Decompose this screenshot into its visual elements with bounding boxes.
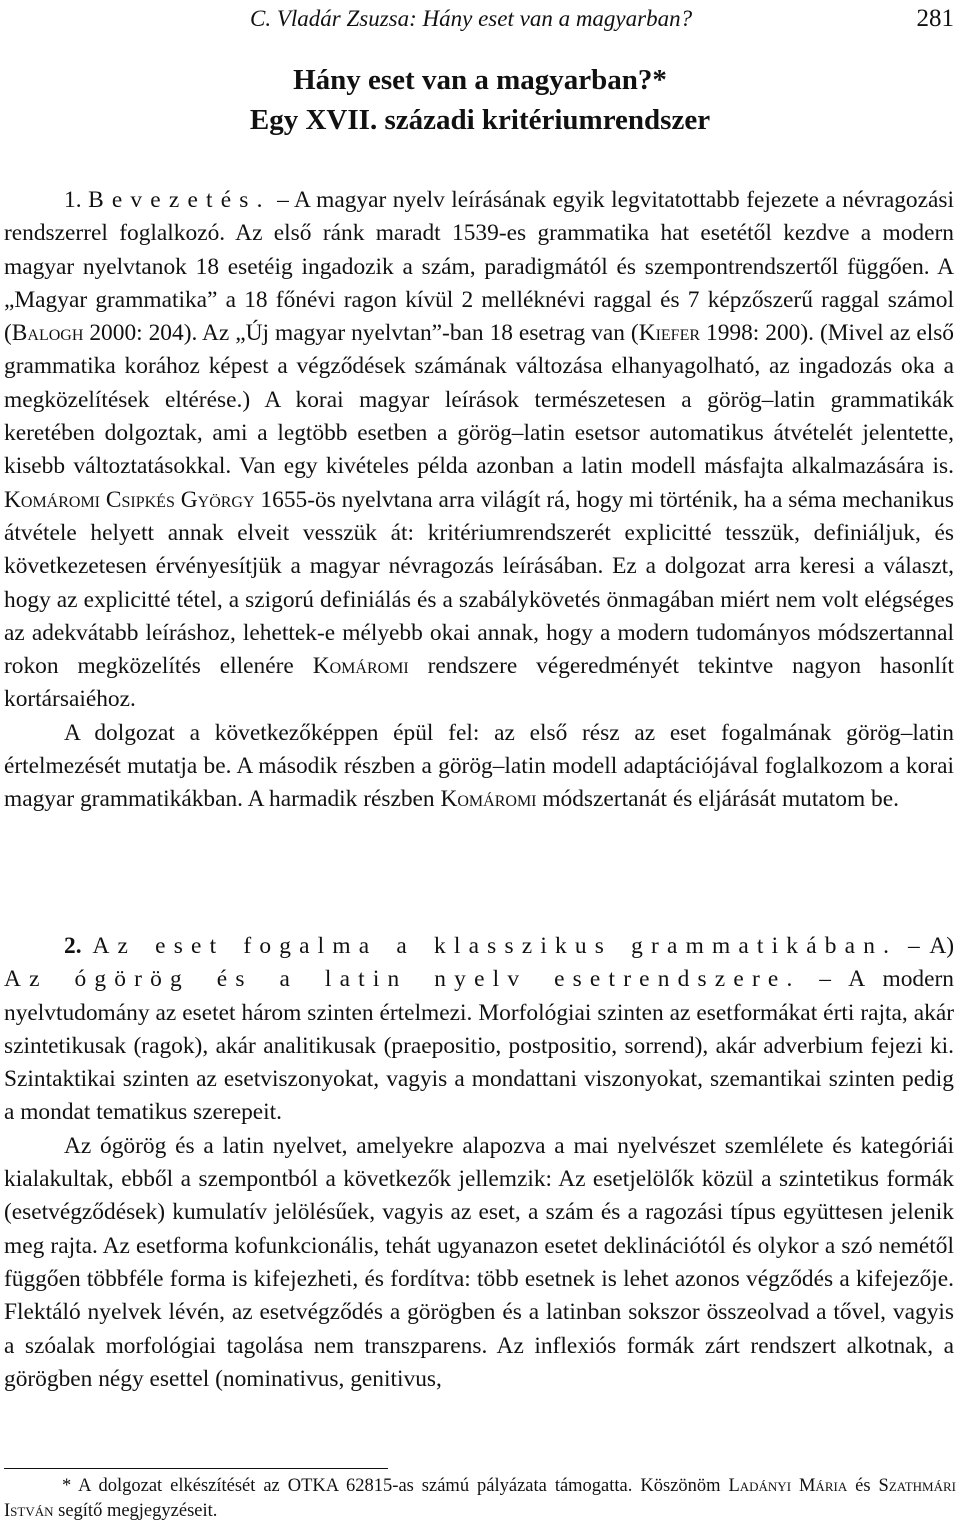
- text-run: A dolgozat a következőképpen épül fel: az első rész az eset fogalmának görög–latin értelmezését mutatja be. A második részben a görög–latin modell adaptációjával foglalkozom a korai magyar grammatikákban. A harmadik részben: [4, 719, 954, 813]
- author-name: Komáromi Csipkés György: [4, 486, 255, 513]
- author-name: Komáromi: [312, 653, 409, 680]
- title-line-1: Hány eset van a magyarban?*: [293, 64, 667, 96]
- text-run: módszertanát és eljárását mutatom be.: [536, 786, 899, 813]
- footnote: [4, 1474, 956, 1524]
- text-run: * A dolgozat elkészítését az OTKA 62815-as számú pályázata támogatta. Köszönöm: [62, 1476, 729, 1496]
- text-run: – A magyar nyelv leírásának egyik legvitatottabb fejezete a névragozási rendszerrel foglalkozó. Az első ránk maradt 1539-es grammatika hat esetétől kezdve a modern magyar nyelvtanok 18 esetéig ingadozik a szám, paradigmától és szempontrendszertől függően. A „Magyar grammatika” a 18 főnévi ragon kívül 2 melléknévi raggal és 7 képzőszerű raggal számol (: [4, 187, 954, 347]
- running-head-title: C. Vladár Zsuzsa: Hány eset van a magyarban?: [250, 6, 693, 31]
- section-2-number: 2.: [64, 933, 82, 959]
- author-name: Balogh: [11, 320, 84, 347]
- section-1-paragraph-1: [4, 184, 954, 717]
- section-1-heading: Bevezetés.: [88, 187, 271, 213]
- footnote-divider: [4, 1468, 388, 1469]
- section-2-paragraph-2: Az ógörög és a latin nyelvet, amelyekre alapozva a mai nyelvészet szemlélete és kategóriái kialakultak, ebből a szempontból a következők jellemzik: Az esetjelölők közül a szintetikus formák (esetvégződések) kumulatív jelölésűek, vagyis az eset, a szám és a ragozási típus együttesen jelenik meg rajta. Az esetforma kofunkcionális, tehát ugyanazon esetet deklinációtól és olykor a szó nemétől függően többféle forma is kifejezheti, és fordítva: több esetnek is lehet azonos végződés a kifejezője. Flektáló nyelvek lévén, az esetvégződés a görögben és a latinban sokszor összeolvad a tővel, vagyis a szóalak morfológiai tagolása nem transzparens. Az inflexiós formák zárt rendszert alkotnak, a görögben négy esettel (nominativus, genitivus,: [4, 1132, 954, 1392]
- person-name: Szathmári István: [4, 1476, 956, 1521]
- section-1: [4, 184, 954, 817]
- author-name: Komáromi: [440, 786, 537, 813]
- section-2: [4, 930, 954, 1396]
- text-run: és: [847, 1476, 879, 1496]
- text-run: – A modern nyelvtudomány az esetet három szinten értelmezi. Morfológiai szinten az esetformákat érti rajta, akár szintetikusak (ragok), akár analitikusak (praepositio, postpositio, sorrend), akár adverbium fejezi ki. Szintaktikai szinten az esetviszonyokat, vagyis a mondattani viszonyokat, szemantikai szinten pedig a mondat tematikus szerepeit.: [4, 966, 954, 1126]
- text-run: rendszere végeredményét tekintve nagyon hasonlít kortársaiéhoz.: [4, 653, 955, 713]
- page-number: 281: [916, 5, 954, 32]
- running-head: [250, 2, 954, 36]
- person-name: Ladányi Mária: [728, 1476, 848, 1496]
- text-run: 1998: 200). (Mivel az első grammatika korához képest a végződések számának változása elhanyagolható, az ingadozás oka a megközelítések eltérése.) A korai magyar leírások természetesen a görög–latin grammatikák keretében dolgoztak, ami a legtöbb esetben a görög–latin esetsor automatikus átvételét jelentette, kisebb változtatásokkal. Van egy kivételes példa azonban a latin modell másfajta alkalmazására is.: [4, 320, 954, 480]
- title-line-2: Egy XVII. századi kritériumrendszer: [249, 104, 711, 136]
- subsection-heading: Az ógörög és a latin nyelv esetrendszere.: [4, 966, 801, 993]
- section-1-number: 1.: [64, 187, 82, 213]
- text-run: 2000: 204). Az „Új magyar nyelvtan”-ban 18 esetrag van (: [83, 320, 639, 347]
- author-name: Kiefer: [638, 320, 701, 347]
- text-run: segítő megjegyzéseit.: [53, 1501, 218, 1521]
- text-run: 1655-ös nyelvtana arra világít rá, hogy mi történik, ha a séma mechanikus átvétele helyett annak elveit vesszük át: kritériumrendszerét explicitté tesszük, definiáljuk, és következetesen érvényesítjük a magyar névragozás leírásában. Ez a dolgozat arra keresi a választ, hogy az explicitté tétel, a szigorú definiálás és a szabálykövetés önmagában miért nem volt elégséges az adekvátabb leíráshoz, lehettek-e mélyebb okai annak, hogy a modern tudományos módszertannal rokon megközelítés ellenére: [4, 486, 954, 680]
- article-title: [0, 60, 960, 140]
- section-1-paragraph-2: [4, 717, 954, 817]
- subsection-label: – A): [897, 933, 954, 959]
- section-2-heading: Az eset fogalma a klasszikus grammatikában.: [92, 933, 898, 959]
- section-2-paragraph-1: [4, 930, 954, 1130]
